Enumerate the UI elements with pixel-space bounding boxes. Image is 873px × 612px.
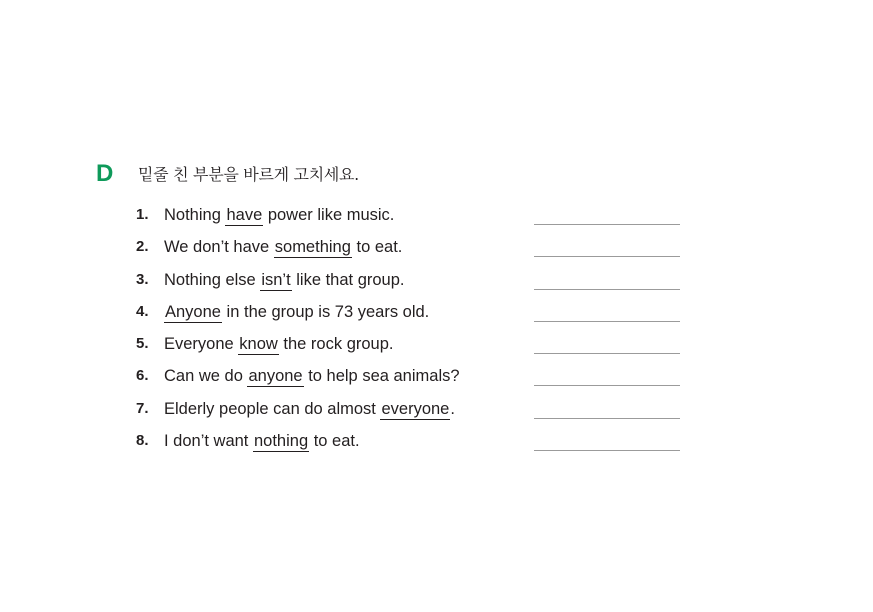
sentence-after: to eat. bbox=[309, 432, 360, 451]
sentence-after: power like music. bbox=[263, 206, 395, 224]
underlined-word: Anyone bbox=[165, 302, 221, 321]
sentence bbox=[164, 430, 360, 452]
sentence bbox=[164, 301, 429, 323]
item-number: 4. bbox=[136, 302, 149, 320]
sentence bbox=[164, 236, 402, 258]
sentence-after: to help sea animals? bbox=[303, 367, 460, 386]
answer-blank[interactable] bbox=[534, 321, 680, 322]
exercise-item bbox=[136, 236, 696, 268]
item-number: 5. bbox=[136, 335, 149, 353]
answer-blank[interactable] bbox=[534, 450, 680, 451]
exercise-item bbox=[136, 365, 696, 397]
exercise-list bbox=[136, 204, 696, 462]
instruction-text: 밑줄 친 부분을 바르게 고치세요. bbox=[138, 165, 359, 184]
underlined-word: anyone bbox=[248, 367, 303, 386]
sentence-after: to eat. bbox=[351, 238, 403, 257]
sentence bbox=[164, 333, 393, 355]
underlined-word: something bbox=[274, 238, 351, 257]
exercise-item bbox=[136, 398, 696, 430]
answer-blank[interactable] bbox=[534, 353, 680, 354]
exercise-item bbox=[136, 430, 696, 462]
section-letter: D bbox=[96, 160, 114, 187]
item-number: 6. bbox=[136, 367, 149, 385]
item-number: 7. bbox=[136, 399, 149, 417]
exercise-item bbox=[136, 301, 696, 333]
sentence bbox=[164, 365, 460, 387]
sentence-before: Nothing bbox=[164, 206, 226, 224]
underlined-word: know bbox=[239, 335, 278, 354]
sentence-after: the rock group. bbox=[278, 335, 394, 354]
item-number: 3. bbox=[136, 270, 149, 288]
sentence-before: We don’t have bbox=[164, 238, 274, 257]
answer-blank[interactable] bbox=[534, 289, 680, 290]
sentence-after: like that group. bbox=[291, 270, 405, 289]
sentence-before: I don’t want bbox=[164, 432, 253, 451]
sentence-after: in the group is 73 years old. bbox=[221, 302, 430, 321]
underlined-word: everyone bbox=[381, 399, 450, 418]
sentence bbox=[164, 204, 394, 226]
sentence-before: Elderly people can do almost bbox=[164, 399, 381, 418]
exercise-item bbox=[136, 204, 696, 236]
sentence bbox=[164, 269, 404, 291]
underlined-word: have bbox=[226, 206, 263, 224]
exercise-item bbox=[136, 333, 696, 365]
answer-blank[interactable] bbox=[534, 224, 680, 225]
underlined-word: nothing bbox=[253, 432, 309, 451]
sentence-after: . bbox=[450, 399, 455, 418]
exercise-item bbox=[136, 269, 696, 301]
item-number: 8. bbox=[136, 432, 149, 450]
underlined-word: isn’t bbox=[261, 270, 291, 289]
item-number: 2. bbox=[136, 238, 149, 256]
answer-blank[interactable] bbox=[534, 385, 680, 386]
answer-blank[interactable] bbox=[534, 256, 680, 257]
sentence bbox=[164, 398, 455, 420]
sentence-before: Can we do bbox=[164, 367, 248, 386]
item-number: 1. bbox=[136, 206, 149, 223]
sentence-before: Nothing else bbox=[164, 270, 261, 289]
answer-blank[interactable] bbox=[534, 418, 680, 419]
sentence-before: Everyone bbox=[164, 335, 239, 354]
